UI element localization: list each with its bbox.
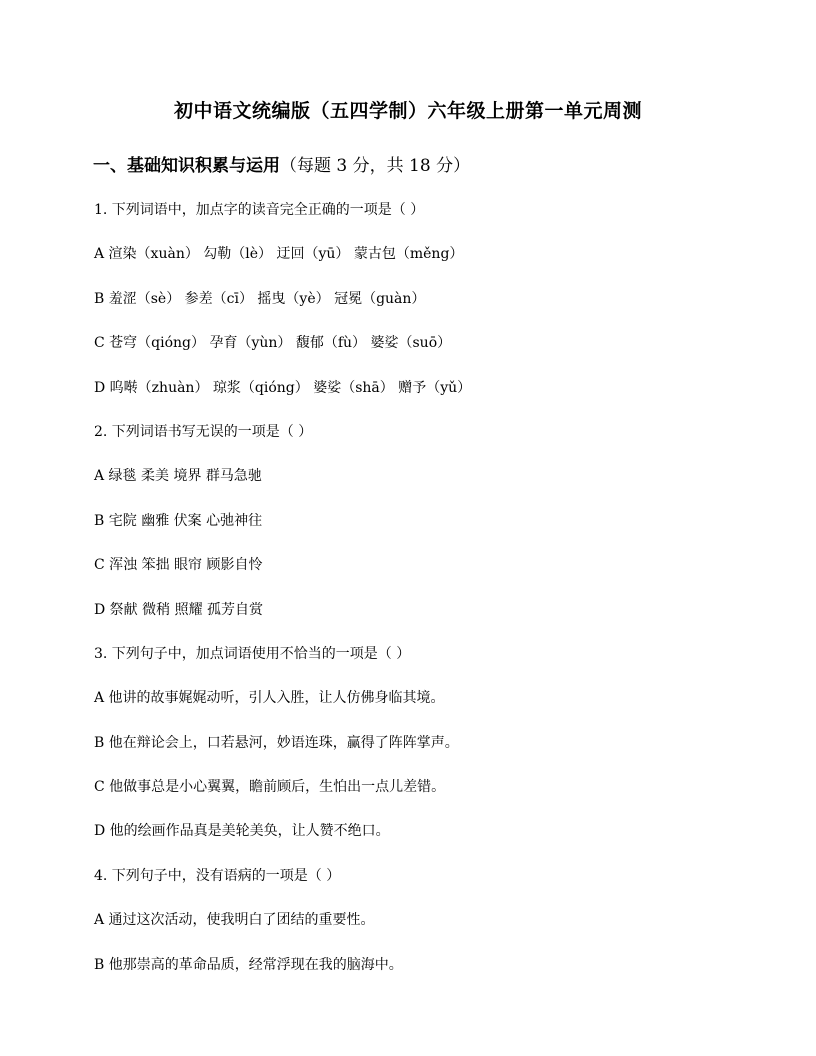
question-4-stem: 4. 下列句子中，没有语病的一项是（ ）: [94, 867, 341, 884]
question-3-option-a: A 他讲的故事娓娓动听，引人入胜，让人仿佛身临其境。: [94, 690, 445, 707]
question-list: [94, 199, 734, 998]
question-1-option-c: C 苍穹（qióng） 孕育（yùn） 馥郁（fù） 婆娑（suō）: [94, 335, 452, 352]
question-4-option-b: B 他那崇高的革命品质，经常浮现在我的脑海中。: [94, 956, 403, 973]
question-2-option-a: A 绿毯 柔美 境界 群马急驰: [94, 468, 262, 485]
question-3-option-b: B 他在辩论会上，口若悬河，妙语连珠，赢得了阵阵掌声。: [94, 734, 459, 751]
question-3-option-c: C 他做事总是小心翼翼，瞻前顾后，生怕出一点儿差错。: [94, 779, 446, 796]
question-2-option-d: D 祭献 微稍 照耀 孤芳自赏: [94, 601, 264, 618]
question-1-stem: 1. 下列词语中，加点字的读音完全正确的一项是（ ）: [94, 202, 425, 218]
section-heading-note: （每题 3 分，共 18 分）: [280, 156, 471, 176]
question-2-stem: 2. 下列词语书写无误的一项是（ ）: [94, 423, 313, 440]
question-4-option-a: A 通过这次活动，使我明白了团结的重要性。: [94, 912, 375, 929]
question-3-stem: 3. 下列句子中，加点词语使用不恰当的一项是（ ）: [94, 645, 411, 662]
question-1-option-a: A 渲染（xuàn） 勾勒（lè） 迂回（yū） 蒙古包（měng）: [94, 246, 464, 263]
question-1-option-d: D 呜啭（zhuàn） 琼浆（qióng） 婆娑（shā） 赠予（yǔ）: [94, 379, 472, 396]
question-3-option-d: D 他的绘画作品真是美轮美奂，让人赞不绝口。: [94, 823, 390, 840]
section-heading-title: 一、基础知识积累与运用: [93, 156, 280, 176]
question-2-option-c: C 浑浊 笨拙 眼帘 顾影自怜: [94, 557, 263, 574]
question-2-option-b: B 宅院 幽雅 伏案 心弛神往: [94, 512, 263, 529]
document-title: 初中语文统编版（五四学制）六年级上册第一单元周测: [173, 100, 642, 122]
question-1-option-b: B 羞涩（sè） 参差（cī） 摇曳（yè） 冠冕（guàn）: [94, 290, 426, 307]
section-heading: [93, 151, 470, 176]
